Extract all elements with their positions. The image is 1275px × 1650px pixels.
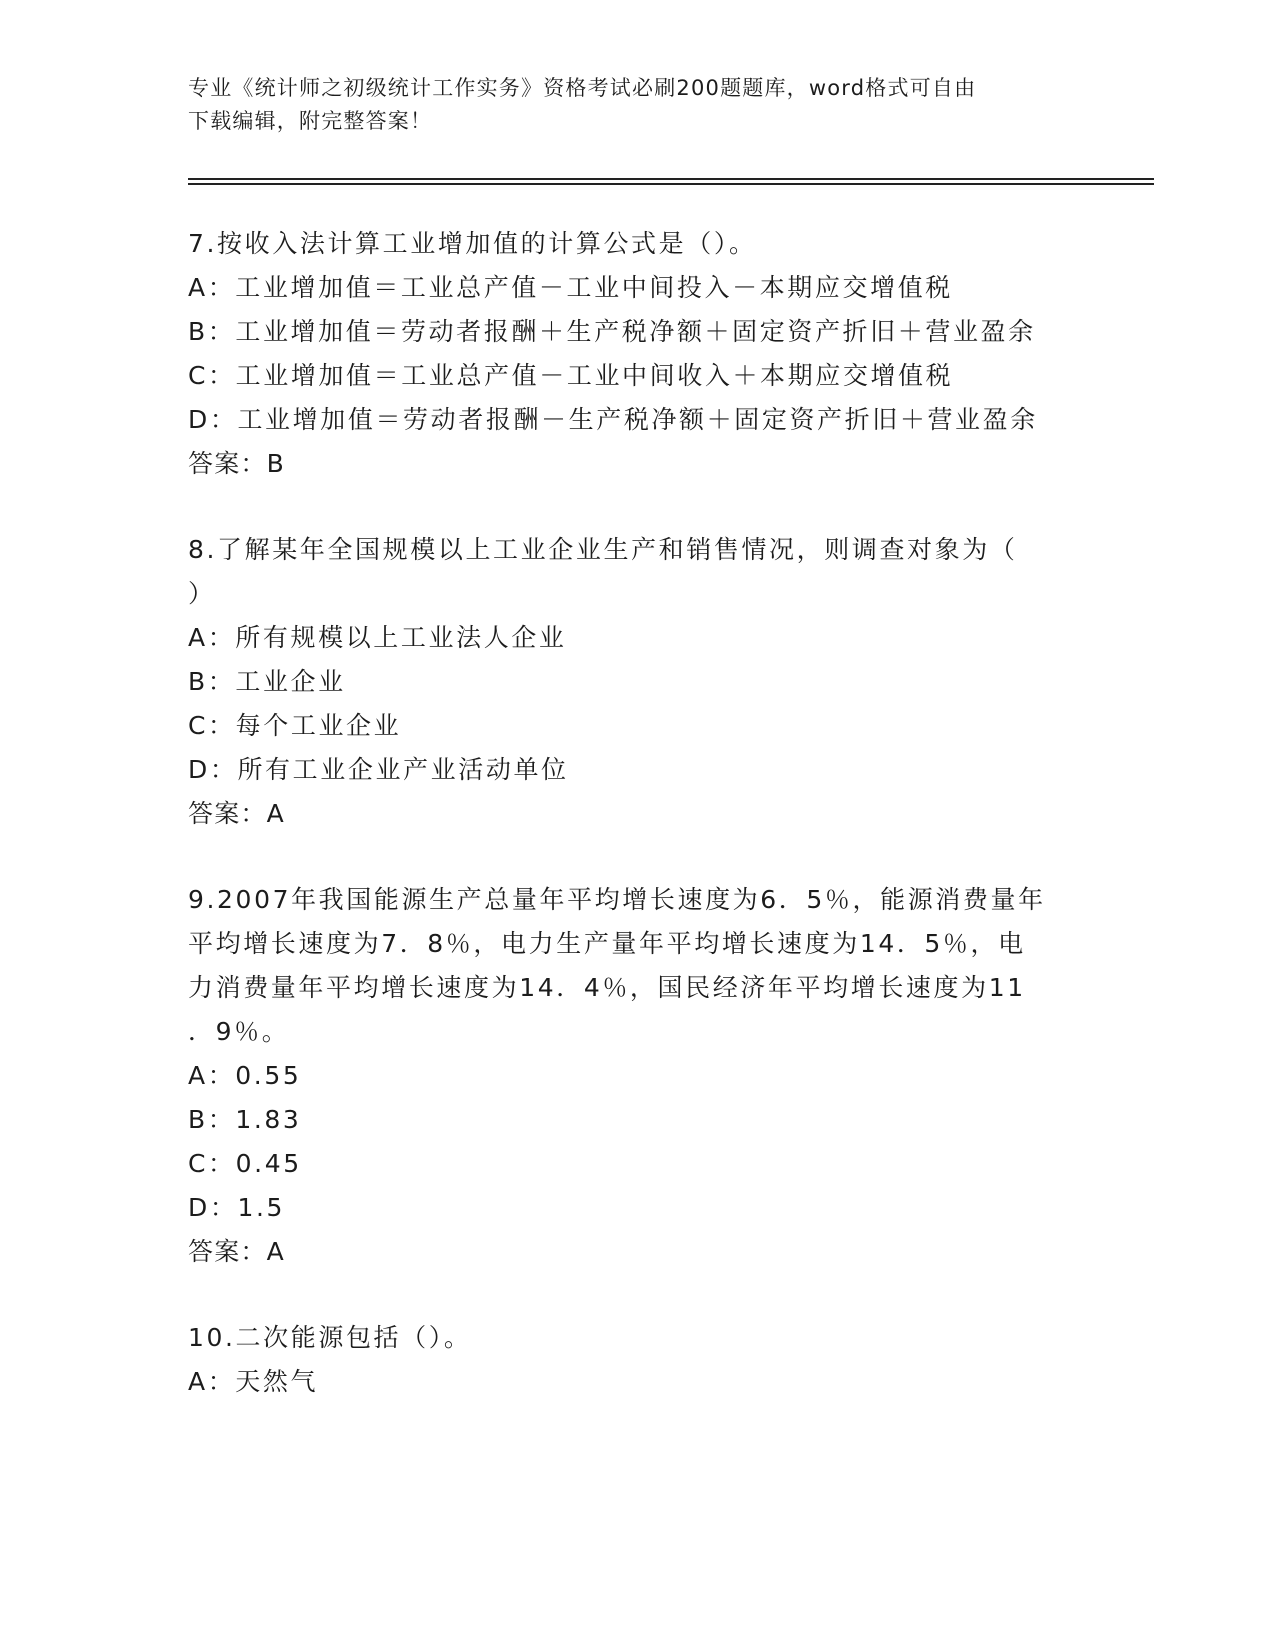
question-9-option-b: B：1.83 [188, 1105, 302, 1134]
question-7-option-a: A：工业增加值＝工业总产值－工业中间投入－本期应交增值税 [188, 273, 953, 302]
question-7-option-c: C：工业增加值＝工业总产值－工业中间收入＋本期应交增值税 [188, 361, 954, 390]
question-7-option-b: B：工业增加值＝劳动者报酬＋生产税净额＋固定资产折旧＋营业盈余 [188, 317, 1036, 346]
question-9-stem-line-4: ．9％。 [188, 1017, 290, 1046]
header-line-2: 下载编辑，附完整答案！ [188, 109, 433, 133]
question-8-option-d: D：所有工业企业产业活动单位 [188, 755, 569, 784]
question-8-stem-line-1: 8.了解某年全国规模以上工业企业生产和销售情况，则调查对象为（ [188, 535, 1018, 564]
document-header [188, 72, 1068, 138]
question-9-answer: 答案：A [188, 1237, 285, 1266]
question-9-option-d: D：1.5 [188, 1193, 286, 1222]
question-9-stem-line-2: 平均增长速度为7．8％，电力生产量年平均增长速度为14．5％，电 [188, 929, 1026, 958]
question-10-option-a: A：天然气 [188, 1367, 319, 1396]
header-divider-bottom [188, 183, 1154, 185]
question-8-option-b: B：工业企业 [188, 667, 346, 696]
question-8-answer: 答案：A [188, 799, 285, 828]
question-7-option-d: D：工业增加值＝劳动者报酬－生产税净额＋固定资产折旧＋营业盈余 [188, 405, 1038, 434]
question-8-option-a: A：所有规模以上工业法人企业 [188, 623, 567, 652]
question-9-stem-line-3: 力消费量年平均增长速度为14．4％，国民经济年平均增长速度为11 [188, 973, 1026, 1002]
question-8-option-c: C：每个工业企业 [188, 711, 402, 740]
question-10-stem-line-1: 10.二次能源包括（）。 [188, 1323, 472, 1352]
question-7-stem-line-1: 7.按收入法计算工业增加值的计算公式是（）。 [188, 229, 757, 258]
question-9-option-c: C：0.45 [188, 1149, 302, 1178]
header-divider-top [188, 178, 1154, 180]
question-9-option-a: A：0.55 [188, 1061, 302, 1090]
header-line-1: 专业《统计师之初级统计工作实务》资格考试必刷200题题库，word格式可自由 [188, 76, 977, 100]
question-8-stem-line-2: ） [188, 579, 216, 608]
question-7-answer: 答案：B [188, 449, 285, 478]
question-9-stem-line-1: 9.2007年我国能源生产总量年平均增长速度为6．5％，能源消费量年 [188, 885, 1046, 914]
